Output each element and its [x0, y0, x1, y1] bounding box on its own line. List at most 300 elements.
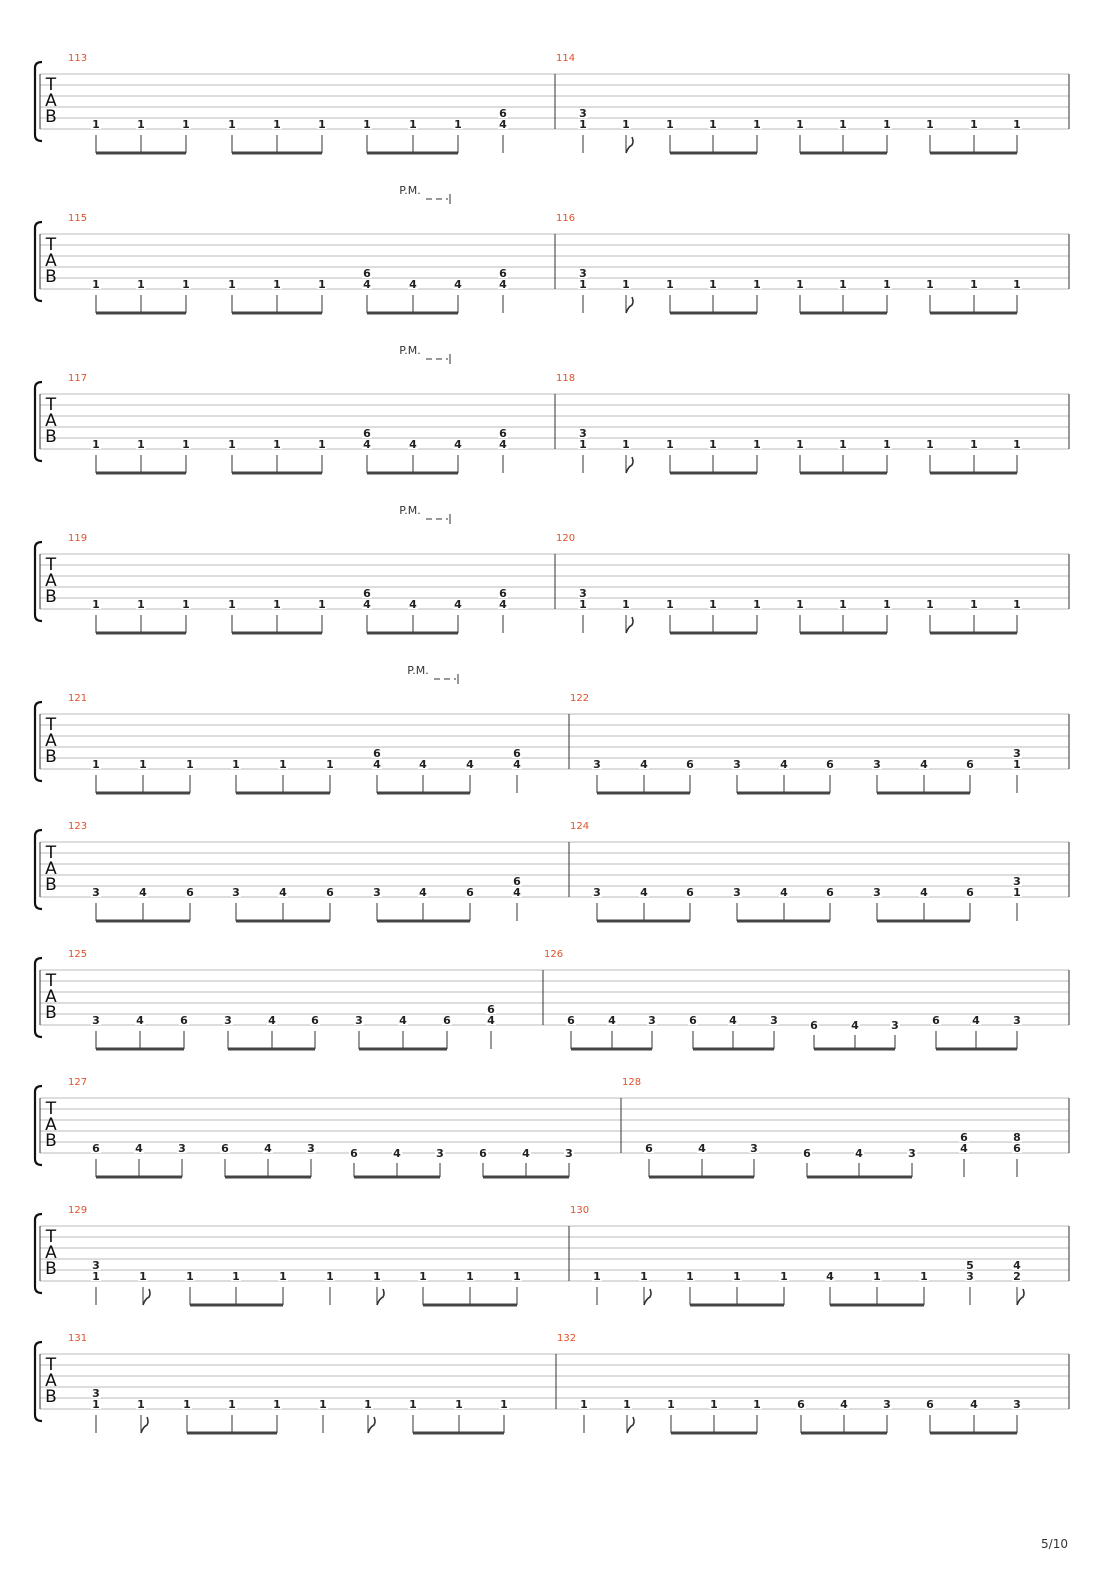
fret-number: 3: [750, 1142, 758, 1155]
fret-number: 3: [873, 758, 881, 771]
fret-number: 6: [443, 1014, 451, 1027]
fret-number: 4: [419, 758, 427, 771]
fret-number: 3: [891, 1019, 899, 1032]
tab-system: [35, 344, 1069, 473]
fret-number: 1: [579, 278, 587, 291]
measure-number: 130: [570, 1205, 590, 1216]
fret-number: 1: [796, 438, 804, 451]
fret-number: 4: [136, 1014, 144, 1027]
fret-number: 6: [363, 267, 371, 280]
fret-number: 1: [279, 1270, 287, 1283]
fret-number: 1: [228, 438, 236, 451]
fret-number: 2: [1013, 1270, 1021, 1283]
fret-number: 1: [970, 118, 978, 131]
measure-number: 128: [622, 1077, 642, 1088]
fret-number: 6: [499, 587, 507, 600]
fret-number: 4: [399, 1014, 407, 1027]
measure-number: 122: [570, 693, 590, 704]
measure-number: 123: [68, 821, 88, 832]
fret-number: 6: [221, 1142, 229, 1155]
fret-number: 6: [926, 1398, 934, 1411]
eighth-flag: [1017, 1289, 1024, 1305]
eighth-flag: [626, 457, 633, 473]
fret-number: 3: [908, 1147, 916, 1160]
fret-number: 6: [180, 1014, 188, 1027]
fret-number: 1: [883, 598, 891, 611]
tab-clef-letter: A: [45, 859, 57, 879]
fret-number: 1: [666, 438, 674, 451]
fret-number: 4: [729, 1014, 737, 1027]
fret-number: 1: [796, 598, 804, 611]
fret-number: 3: [593, 886, 601, 899]
fret-number: 3: [883, 1398, 891, 1411]
tab-clef-letter: A: [45, 987, 57, 1007]
fret-number: 1: [1013, 118, 1021, 131]
fret-number: 4: [268, 1014, 276, 1027]
tab-clef-letter: B: [45, 1003, 57, 1023]
fret-number: 6: [487, 1003, 495, 1016]
measure: [68, 949, 496, 1049]
fret-number: 1: [796, 118, 804, 131]
fret-number: 6: [645, 1142, 653, 1155]
fret-number: 6: [932, 1014, 940, 1027]
measure: [68, 213, 508, 313]
fret-number: 3: [648, 1014, 656, 1027]
fret-number: 4: [698, 1142, 706, 1155]
eighth-flag: [626, 617, 633, 633]
fret-number: 1: [92, 598, 100, 611]
measure-number: 119: [68, 533, 88, 544]
fret-number: 4: [279, 886, 287, 899]
fret-number: 4: [363, 598, 371, 611]
tab-clef-letter: B: [45, 1131, 57, 1151]
tab-clef-letter: T: [45, 395, 57, 415]
fret-number: 4: [640, 758, 648, 771]
tab-clef-letter: B: [45, 875, 57, 895]
measure: [68, 373, 508, 473]
fret-number: 1: [137, 1398, 145, 1411]
fret-number: 8: [1013, 1131, 1021, 1144]
fret-number: 4: [409, 278, 417, 291]
fret-number: 1: [318, 118, 326, 131]
eighth-flag: [141, 1417, 148, 1433]
fret-number: 1: [92, 118, 100, 131]
fret-number: 1: [466, 1270, 474, 1283]
fret-number: 1: [926, 438, 934, 451]
fret-number: 4: [373, 758, 381, 771]
fret-number: 1: [92, 438, 100, 451]
fret-number: 6: [499, 427, 507, 440]
fret-number: 1: [579, 598, 587, 611]
fret-number: 1: [622, 278, 630, 291]
fret-number: 1: [1013, 278, 1021, 291]
fret-number: 4: [970, 1398, 978, 1411]
fret-number: 4: [454, 278, 462, 291]
tab-clef-letter: T: [45, 555, 57, 575]
measure: [68, 53, 508, 153]
eighth-flag: [377, 1289, 384, 1305]
measure-number: 118: [556, 373, 576, 384]
eighth-flag: [644, 1289, 651, 1305]
tab-system: [35, 664, 1069, 793]
tab-clef-letter: T: [45, 1099, 57, 1119]
fret-number: 1: [228, 278, 236, 291]
palm-mute-label: P.M.: [399, 184, 421, 197]
palm-mute-label: P.M.: [399, 504, 421, 517]
fret-number: 4: [920, 886, 928, 899]
fret-number: 1: [623, 1398, 631, 1411]
fret-number: 1: [883, 118, 891, 131]
fret-number: 1: [500, 1398, 508, 1411]
measure-number: 125: [68, 949, 88, 960]
eighth-flag: [368, 1417, 375, 1433]
fret-number: 3: [733, 886, 741, 899]
fret-number: 6: [567, 1014, 575, 1027]
fret-number: 1: [666, 278, 674, 291]
fret-number: 1: [873, 1270, 881, 1283]
fret-number: 1: [273, 278, 281, 291]
fret-number: 1: [363, 118, 371, 131]
fret-number: 4: [419, 886, 427, 899]
fret-number: 1: [753, 118, 761, 131]
measure: [622, 1077, 1022, 1177]
fret-number: 1: [839, 278, 847, 291]
fret-number: 4: [640, 886, 648, 899]
measure-number: 121: [68, 693, 88, 704]
fret-number: 6: [686, 758, 694, 771]
fret-number: 1: [709, 598, 717, 611]
fret-number: 1: [667, 1398, 675, 1411]
fret-number: 3: [355, 1014, 363, 1027]
fret-number: 4: [454, 438, 462, 451]
fret-number: 4: [972, 1014, 980, 1027]
tab-clef-letter: B: [45, 107, 57, 127]
fret-number: 1: [364, 1398, 372, 1411]
measure-number: 127: [68, 1077, 88, 1088]
fret-number: 4: [499, 438, 507, 451]
tab-clef-letter: A: [45, 251, 57, 271]
fret-number: 4: [363, 278, 371, 291]
fret-number: 4: [487, 1014, 495, 1027]
fret-number: 6: [797, 1398, 805, 1411]
fret-number: 4: [608, 1014, 616, 1027]
eighth-flag: [143, 1289, 150, 1305]
fret-number: 1: [182, 598, 190, 611]
fret-number: 1: [232, 758, 240, 771]
measure: [68, 1333, 509, 1433]
fret-number: 1: [926, 598, 934, 611]
fret-number: 1: [686, 1270, 694, 1283]
fret-number: 1: [183, 1398, 191, 1411]
fret-number: 3: [579, 107, 587, 120]
tab-clef-letter: A: [45, 1243, 57, 1263]
fret-number: 6: [810, 1019, 818, 1032]
page-number: 5/10: [1041, 1537, 1068, 1551]
fret-number: 1: [273, 598, 281, 611]
measure: [570, 693, 1022, 793]
fret-number: 3: [966, 1270, 974, 1283]
tab-clef-letter: A: [45, 731, 57, 751]
measure-number: 116: [556, 213, 576, 224]
measure: [556, 373, 1022, 473]
tab-clef-letter: A: [45, 91, 57, 111]
fret-number: 1: [186, 1270, 194, 1283]
fret-number: 1: [709, 278, 717, 291]
measure: [68, 1077, 574, 1177]
fret-number: 1: [182, 118, 190, 131]
fret-number: 1: [579, 438, 587, 451]
fret-number: 1: [228, 598, 236, 611]
fret-number: 3: [579, 427, 587, 440]
fret-number: 6: [826, 758, 834, 771]
measure-number: 120: [556, 533, 576, 544]
fret-number: 1: [709, 438, 717, 451]
fret-number: 3: [92, 1259, 100, 1272]
fret-number: 1: [409, 118, 417, 131]
measure: [68, 693, 522, 793]
fret-number: 1: [273, 438, 281, 451]
fret-number: 1: [579, 118, 587, 131]
fret-number: 1: [318, 278, 326, 291]
tab-clef-letter: A: [45, 1115, 57, 1135]
fret-number: 1: [513, 1270, 521, 1283]
fret-number: 6: [326, 886, 334, 899]
fret-number: 4: [363, 438, 371, 451]
fret-number: 4: [522, 1147, 530, 1160]
fret-number: 1: [970, 438, 978, 451]
fret-number: 3: [232, 886, 240, 899]
fret-number: 4: [499, 118, 507, 131]
fret-number: 3: [92, 886, 100, 899]
fret-number: 1: [186, 758, 194, 771]
fret-number: 1: [373, 1270, 381, 1283]
fret-number: 1: [640, 1270, 648, 1283]
measure-number: 117: [68, 373, 88, 384]
fret-number: 1: [1013, 598, 1021, 611]
measure: [544, 949, 1022, 1049]
measure: [556, 53, 1022, 153]
tab-clef-letter: B: [45, 267, 57, 287]
eighth-flag: [626, 137, 633, 153]
fret-number: 3: [1013, 875, 1021, 888]
fret-number: 6: [513, 875, 521, 888]
fret-number: 6: [363, 427, 371, 440]
fret-number: 1: [926, 278, 934, 291]
measure-number: 124: [570, 821, 590, 832]
fret-number: 3: [565, 1147, 573, 1160]
fret-number: 6: [966, 758, 974, 771]
fret-number: 1: [182, 278, 190, 291]
measure-number: 131: [68, 1333, 88, 1344]
fret-number: 1: [137, 438, 145, 451]
fret-number: 3: [307, 1142, 315, 1155]
measure: [68, 821, 522, 921]
tab-system: [35, 821, 1069, 921]
measure-number: 126: [544, 949, 564, 960]
fret-number: 3: [593, 758, 601, 771]
fret-number: 6: [350, 1147, 358, 1160]
tab-clef-letter: B: [45, 587, 57, 607]
fret-number: 1: [780, 1270, 788, 1283]
fret-number: 3: [1013, 1398, 1021, 1411]
fret-number: 1: [139, 1270, 147, 1283]
fret-number: 6: [803, 1147, 811, 1160]
fret-number: 3: [178, 1142, 186, 1155]
fret-number: 1: [228, 1398, 236, 1411]
fret-number: 1: [318, 598, 326, 611]
fret-number: 1: [419, 1270, 427, 1283]
fret-number: 1: [622, 438, 630, 451]
fret-number: 4: [499, 278, 507, 291]
fret-number: 1: [273, 118, 281, 131]
fret-number: 4: [139, 886, 147, 899]
fret-number: 1: [666, 598, 674, 611]
fret-number: 1: [137, 278, 145, 291]
tab-system: [35, 1333, 1069, 1433]
fret-number: 6: [686, 886, 694, 899]
fret-number: 1: [593, 1270, 601, 1283]
fret-number: 1: [92, 758, 100, 771]
fret-number: 1: [273, 1398, 281, 1411]
fret-number: 1: [454, 118, 462, 131]
fret-number: 3: [436, 1147, 444, 1160]
tab-system: [35, 949, 1069, 1049]
fret-number: 6: [311, 1014, 319, 1027]
fret-number: 6: [960, 1131, 968, 1144]
measure: [556, 213, 1022, 313]
tab-clef-letter: B: [45, 427, 57, 447]
eighth-flag: [626, 297, 633, 313]
measure: [570, 1205, 1024, 1305]
fret-number: 4: [393, 1147, 401, 1160]
fret-number: 1: [926, 118, 934, 131]
fret-number: 1: [839, 598, 847, 611]
fret-number: 1: [622, 598, 630, 611]
fret-number: 1: [232, 1270, 240, 1283]
fret-number: 6: [499, 267, 507, 280]
measure-number: 114: [556, 53, 576, 64]
fret-number: 1: [326, 758, 334, 771]
tab-clef-letter: T: [45, 1355, 57, 1375]
tab-system: [35, 184, 1069, 313]
measure: [557, 1333, 1022, 1433]
tab-clef-letter: B: [45, 1387, 57, 1407]
fret-number: 1: [1013, 886, 1021, 899]
fret-number: 1: [228, 118, 236, 131]
fret-number: 4: [780, 886, 788, 899]
fret-number: 1: [137, 598, 145, 611]
fret-number: 1: [883, 278, 891, 291]
fret-number: 1: [279, 758, 287, 771]
measure: [68, 1205, 522, 1305]
measure: [68, 533, 508, 633]
fret-number: 4: [920, 758, 928, 771]
fret-number: 1: [580, 1398, 588, 1411]
fret-number: 1: [326, 1270, 334, 1283]
fret-number: 4: [1013, 1259, 1021, 1272]
palm-mute-label: P.M.: [407, 664, 429, 677]
fret-number: 3: [873, 886, 881, 899]
fret-number: 4: [826, 1270, 834, 1283]
fret-number: 5: [966, 1259, 974, 1272]
fret-number: 1: [839, 118, 847, 131]
fret-number: 1: [1013, 758, 1021, 771]
fret-number: 1: [182, 438, 190, 451]
fret-number: 4: [513, 758, 521, 771]
fret-number: 1: [92, 1398, 100, 1411]
fret-number: 1: [839, 438, 847, 451]
fret-number: 6: [373, 747, 381, 760]
fret-number: 1: [709, 118, 717, 131]
fret-number: 4: [454, 598, 462, 611]
fret-number: 1: [920, 1270, 928, 1283]
tab-clef-letter: B: [45, 747, 57, 767]
fret-number: 3: [92, 1014, 100, 1027]
tab-clef-letter: T: [45, 971, 57, 991]
fret-number: 4: [780, 758, 788, 771]
fret-number: 6: [689, 1014, 697, 1027]
fret-number: 1: [753, 278, 761, 291]
tab-clef-letter: T: [45, 715, 57, 735]
fret-number: 3: [733, 758, 741, 771]
fret-number: 1: [753, 438, 761, 451]
fret-number: 1: [753, 598, 761, 611]
fret-number: 4: [855, 1147, 863, 1160]
fret-number: 3: [579, 587, 587, 600]
fret-number: 1: [666, 118, 674, 131]
fret-number: 4: [466, 758, 474, 771]
fret-number: 1: [92, 278, 100, 291]
tab-clef-letter: T: [45, 75, 57, 95]
measure: [570, 821, 1022, 921]
fret-number: 6: [499, 107, 507, 120]
fret-number: 3: [1013, 1014, 1021, 1027]
fret-number: 4: [840, 1398, 848, 1411]
measure-number: 113: [68, 53, 88, 64]
fret-number: 1: [970, 598, 978, 611]
fret-number: 6: [1013, 1142, 1021, 1155]
fret-number: 4: [409, 598, 417, 611]
measure-number: 129: [68, 1205, 88, 1216]
tab-system: [35, 53, 1069, 153]
fret-number: 1: [1013, 438, 1021, 451]
tab-system: [35, 1077, 1069, 1177]
fret-number: 3: [1013, 747, 1021, 760]
measure-number: 132: [557, 1333, 577, 1344]
fret-number: 3: [579, 267, 587, 280]
fret-number: 1: [710, 1398, 718, 1411]
fret-number: 1: [92, 1270, 100, 1283]
fret-number: 1: [796, 278, 804, 291]
tab-clef-letter: A: [45, 411, 57, 431]
fret-number: 6: [363, 587, 371, 600]
fret-number: 3: [770, 1014, 778, 1027]
fret-number: 3: [92, 1387, 100, 1400]
fret-number: 1: [883, 438, 891, 451]
fret-number: 4: [135, 1142, 143, 1155]
fret-number: 1: [137, 118, 145, 131]
fret-number: 1: [319, 1398, 327, 1411]
fret-number: 6: [826, 886, 834, 899]
tab-clef-letter: A: [45, 1371, 57, 1391]
fret-number: 4: [499, 598, 507, 611]
fret-number: 1: [139, 758, 147, 771]
tab-clef-letter: T: [45, 235, 57, 255]
palm-mute-label: P.M.: [399, 344, 421, 357]
fret-number: 1: [409, 1398, 417, 1411]
fret-number: 3: [224, 1014, 232, 1027]
tab-clef-letter: T: [45, 1227, 57, 1247]
